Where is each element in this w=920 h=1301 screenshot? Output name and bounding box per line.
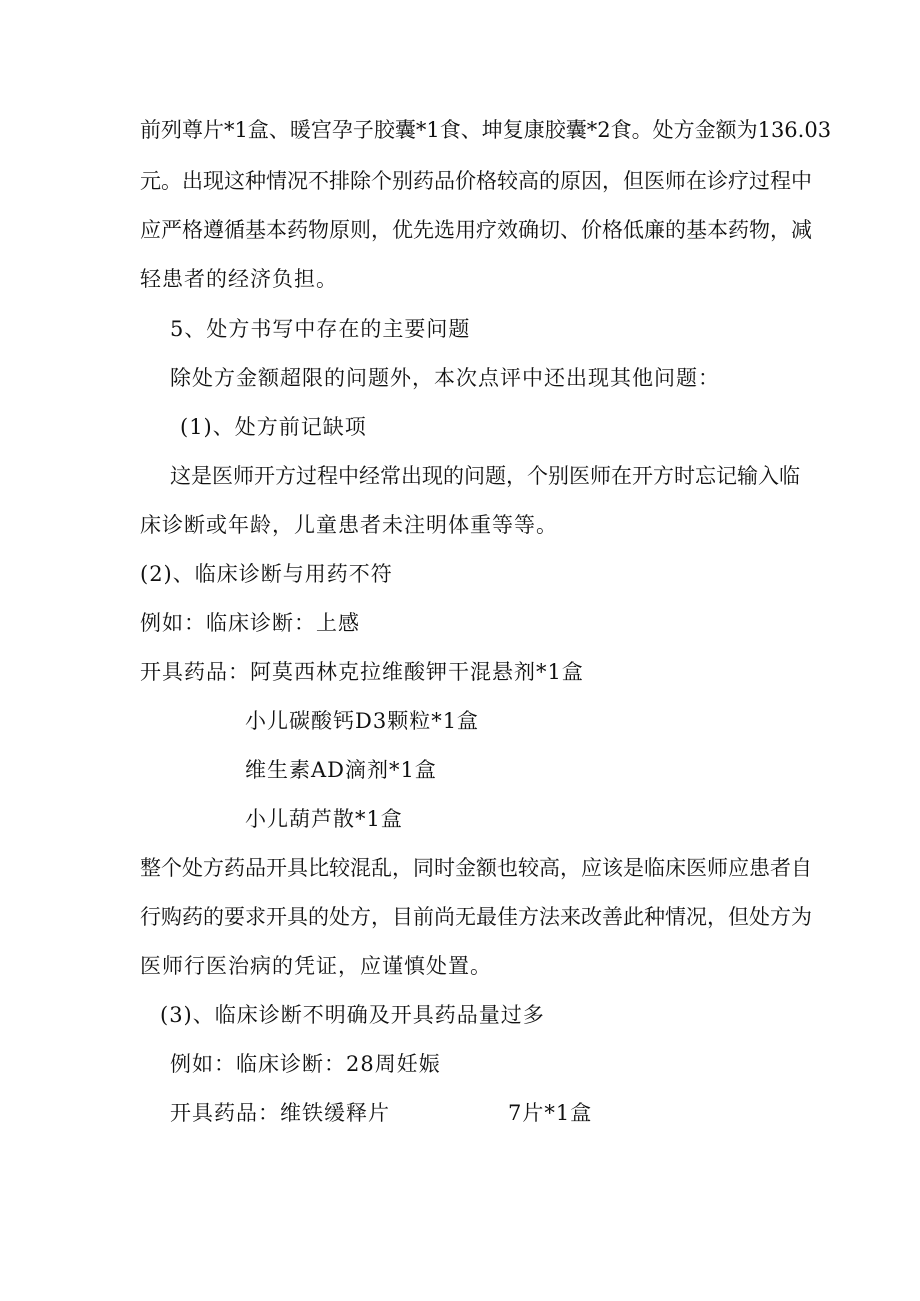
drug-quantity: 7片*1盒 (508, 1101, 593, 1125)
intro-text: 除处方金额超限的问题外，本次点评中还出现其他问题： (170, 366, 720, 390)
section-heading: 5、处方书写中存在的主要问题 (170, 317, 471, 341)
item-heading: (1)、处方前记缺项 (180, 415, 367, 439)
paragraph-line: 前列尊片*1盒、暖宫孕子胶囊*1食、坤复康胶囊*2食。处方金额为136.03 (140, 118, 832, 142)
paragraph-line: 整个处方药品开具比较混乱，同时金额也较高，应该是临床医师应患者自 (140, 856, 812, 880)
drug-list-item: 小儿碳酸钙D3颗粒*1盒 (245, 709, 480, 733)
example-diagnosis: 例如：临床诊断：上感 (140, 611, 360, 635)
paragraph-line: 床诊断或年龄，儿童患者未注明体重等等。 (140, 513, 558, 537)
drug-list-label: 开具药品：阿莫西林克拉维酸钾干混悬剂*1盒 (140, 660, 584, 684)
paragraph-line: 应严格遵循基本药物原则，优先选用疗效确切、价格低廉的基本药物，减 (140, 218, 812, 242)
paragraph-line: 这是医师开方过程中经常出现的问题，个别医师在开方时忘记输入临 (170, 464, 800, 488)
drug-list-item: 小儿葫芦散*1盒 (245, 807, 403, 831)
item-heading: (3)、临床诊断不明确及开具药品量过多 (160, 1003, 545, 1027)
drug-list-label: 开具药品：维铁缓释片 (170, 1101, 390, 1125)
item-heading: (2)、临床诊断与用药不符 (140, 562, 393, 586)
example-diagnosis: 例如：临床诊断：28周妊娠 (170, 1052, 441, 1076)
paragraph-line: 轻患者的经济负担。 (140, 267, 338, 291)
drug-list-item: 维生素AD滴剂*1盒 (245, 758, 437, 782)
paragraph-line: 元。出现这种情况不排除个别药品价格较高的原因，但医师在诊疗过程中 (140, 169, 812, 193)
paragraph-line: 行购药的要求开具的处方，目前尚无最佳方法来改善此种情况，但处方为 (140, 905, 812, 929)
paragraph-line: 医师行医治病的凭证，应谨慎处置。 (140, 954, 492, 978)
